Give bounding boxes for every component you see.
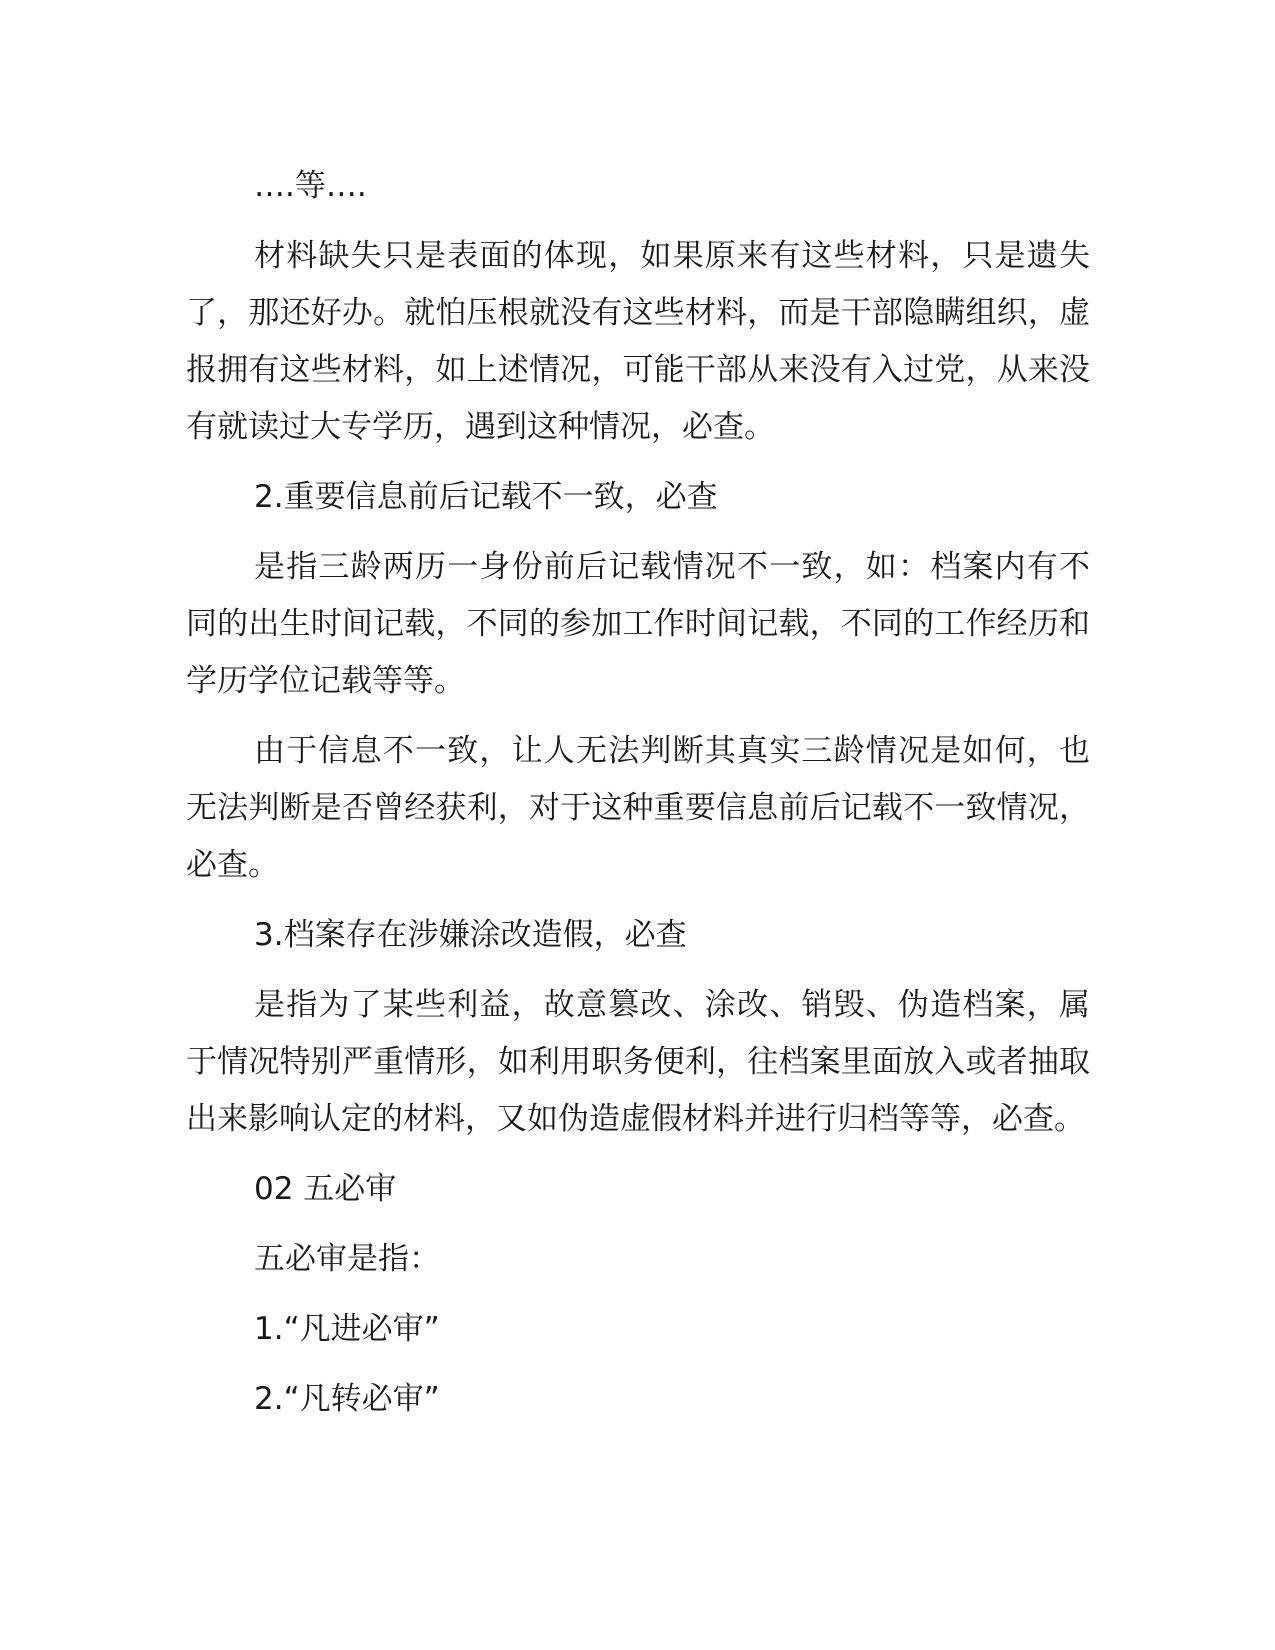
paragraph-inconsistent-consequence: 由于信息不一致，让人无法判断其真实三龄情况是如何，也无法判断是否曾经获利，对于这种重要信息前后记载不一致情况，必查。 — [186, 733, 1090, 883]
paragraph-ellipsis: ….等…. — [254, 168, 367, 204]
document-body — [186, 158, 1090, 1441]
paragraph-five-reviews-intro: 五必审是指： — [254, 1241, 440, 1277]
list-item-review-2: 2.“凡转必审” — [254, 1381, 440, 1417]
paragraph-missing-materials: 材料缺失只是表面的体现，如果原来有这些材料，只是遗失了，那还好办。就怕压根就没有这些材料，而是干部隐瞒组织，虚报拥有这些材料，如上述情况，可能干部从来没有入过党，从来没有就读过大专学历，遇到这种情况，必查。 — [186, 238, 1090, 445]
section-heading-five-reviews: 02 五必审 — [254, 1171, 397, 1207]
heading-tampering: 3.档案存在涉嫌涂改造假，必查 — [254, 917, 687, 953]
heading-inconsistent-info: 2.重要信息前后记载不一致，必查 — [254, 479, 718, 515]
paragraph-inconsistent-definition: 是指三龄两历一身份前后记载情况不一致，如：档案内有不同的出生时间记载，不同的参加工作时间记载，不同的工作经历和学历学位记载等等。 — [186, 549, 1090, 699]
paragraph-tampering-definition: 是指为了某些利益，故意篡改、涂改、销毁、伪造档案，属于情况特别严重情形，如利用职务便利，往档案里面放入或者抽取出来影响认定的材料，又如伪造虚假材料并进行归档等等，必查。 — [186, 987, 1090, 1137]
list-item-review-1: 1.“凡进必审” — [254, 1311, 440, 1347]
